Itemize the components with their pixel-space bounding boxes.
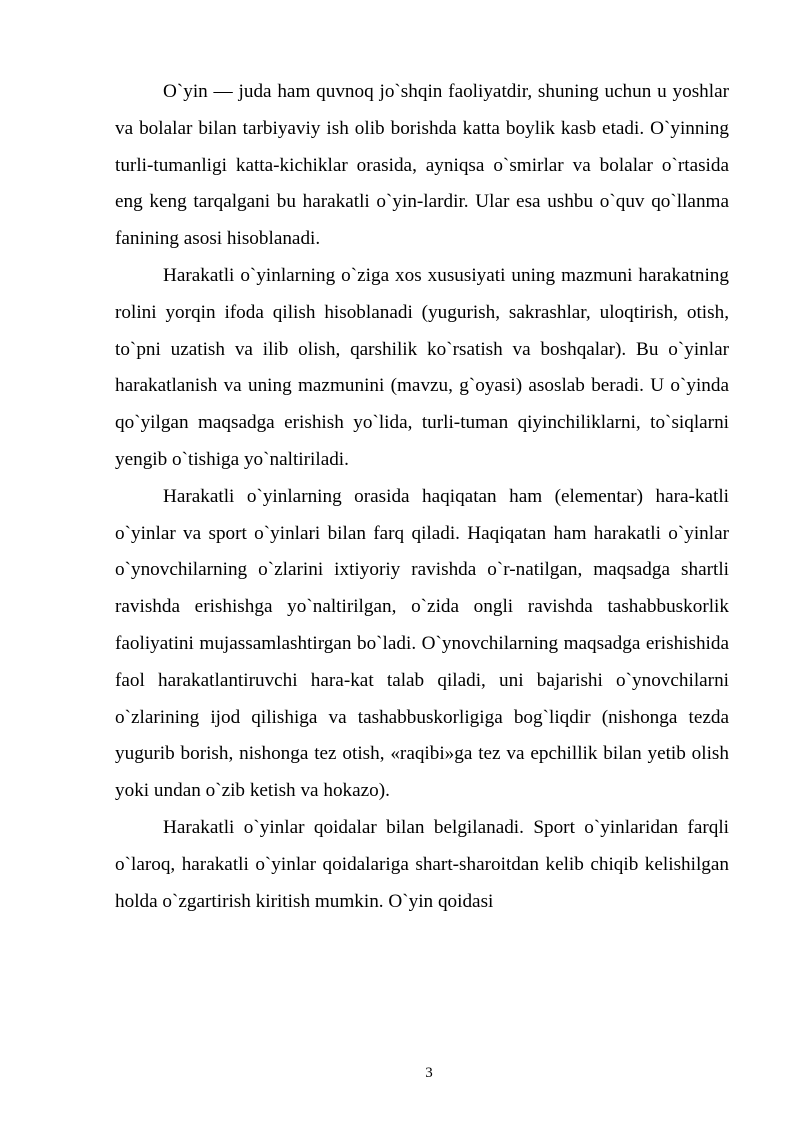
page-body (115, 74, 729, 920)
page-number: 3 (425, 1065, 433, 1081)
paragraph: Harakatli o`yinlarning orasida haqiqatan ham (elementar) hara-katli o`yinlar va sport o`yinlari bilan farq qiladi. Haqiqatan ham harakatli o`yinlar o`ynovchilarning o`zlarini ixtiyoriy ravishda o`r-natilgan, maqsadga shartli ravishda erishishga yo`naltirilgan, o`zida ongli ravishda tashabbuskorlik faoliyatini mujassamlashtirgan bo`ladi. O`ynovchilarning maqsadga erishishida faol harakatlantiruvchi hara-kat talab qiladi, uni bajarishi o`ynovchilarni o`zlarining ijod qilishiga va tashabbuskorligiga bog`liqdir (nishonga tezda yugurib borish, nishonga tez otish, «raqibi»ga tez va epchillik bilan yetib olish yoki undan o`zib ketish va hokazo). (115, 485, 729, 802)
paragraph: Harakatli o`yinlarning o`ziga xos xususiyati uning mazmuni harakatning rolini yorqin ifoda qilish hisoblanadi (yugurish, sakrashlar, uloqtirish, otish, to`pni uzatish va ilib olish, qarshilik ko`rsatish va boshqalar). Bu o`yinlar harakatlanish va uning mazmunini (mavzu, g`oyasi) asoslab beradi. U o`yinda qo`yilgan maqsadga erishish yo`lida, turli-tuman qiyinchiliklarni, to`siqlarni yengib o`tishiga yo`naltiriladi. (115, 264, 729, 470)
paragraph: Harakatli o`yinlar qoidalar bilan belgilanadi. Sport o`yinlaridan farqli o`laroq, harakatli o`yinlar qoidalariga shart-sharoitdan kelib chiqib kelishilgan holda o`zgartirish kiritish mumkin. O`yin qoidasi (115, 816, 729, 912)
paragraph: O`yin — juda ham quvnoq jo`shqin faoliyatdir, shuning uchun u yoshlar va bolalar bilan tarbiyaviy ish olib borishda katta boylik kasb etadi. O`yinning turli-tumanligi katta-kichiklar orasida, ayniqsa o`smirlar va bolalar o`rtasida eng keng tarqalgani bu harakatli o`yin-lardir. Ular esa ushbu o`quv qo`llanma fanining asosi hisoblanadi. (115, 81, 729, 250)
